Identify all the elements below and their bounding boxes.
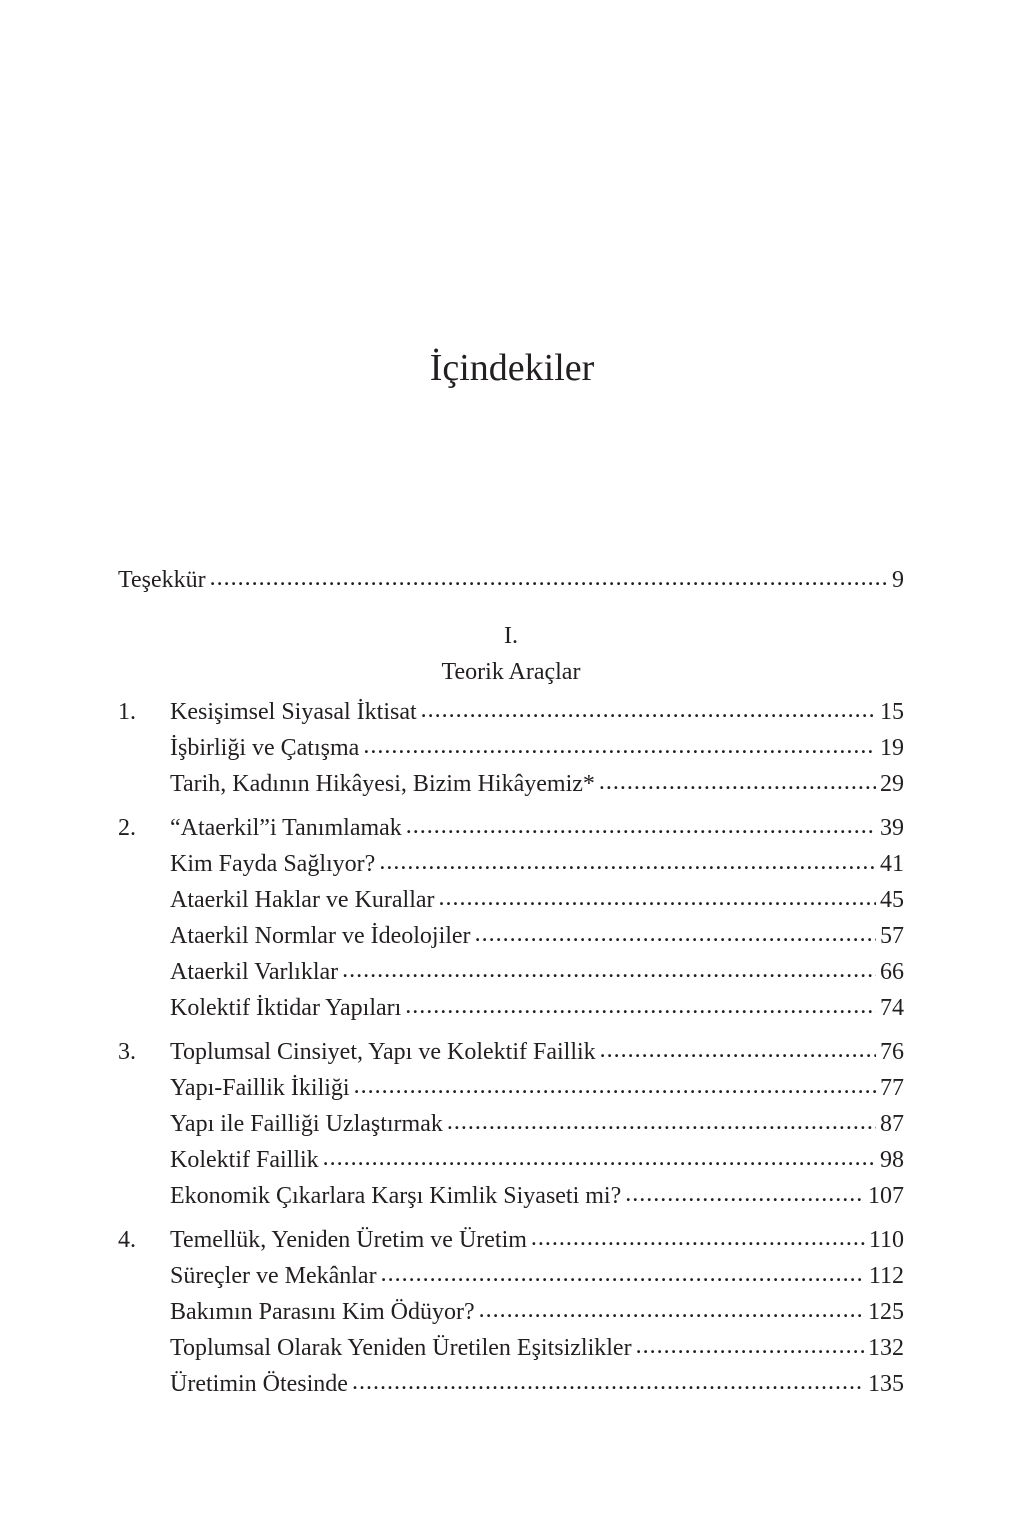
toc-entry-title: Üretimin Ötesinde (170, 1371, 348, 1397)
dot-leader (475, 916, 876, 952)
toc-entry-title: Temellük, Yeniden Üretim ve Üretim (170, 1227, 527, 1253)
dot-leader (342, 952, 876, 988)
toc-entry-title: Toplumsal Olarak Yeniden Üretilen Eşitsizlikler (170, 1335, 632, 1361)
toc-entry-page: 66 (880, 959, 904, 985)
toc-entry[interactable] (118, 1142, 904, 1178)
toc-entry-page: 135 (868, 1371, 904, 1397)
chapter-number: 1. (118, 699, 136, 725)
toc-entry-page: 112 (868, 1263, 904, 1289)
toc-entry-title: Kesişimsel Siyasal İktisat (170, 699, 417, 725)
toc-entry-page: 77 (880, 1075, 904, 1101)
toc-entry-title: İşbirliği ve Çatışma (170, 735, 360, 761)
dot-leader (363, 728, 876, 764)
dot-leader (406, 808, 876, 844)
part-title: Teorik Araçlar (441, 659, 581, 685)
toc-entry-title: Yapı-Faillik İkiliği (170, 1075, 350, 1101)
toc-entry[interactable] (118, 882, 904, 918)
toc-entry-title: Kolektif Faillik (170, 1147, 319, 1173)
toc-entry-title: “Ataerkil”i Tanımlamak (170, 815, 402, 841)
toc-entry-page: 29 (880, 771, 904, 797)
toc-entry-title: Kolektif İktidar Yapıları (170, 995, 402, 1021)
toc-entry-page: 107 (868, 1183, 904, 1209)
toc-entry[interactable] (118, 918, 904, 954)
toc-entry-title: Ekonomik Çıkarlara Karşı Kimlik Siyaseti mi? (170, 1183, 622, 1209)
toc-entry[interactable] (118, 1106, 904, 1142)
toc-entry-page: 41 (880, 851, 904, 877)
toc-entry-page: 39 (880, 815, 904, 841)
dot-leader (447, 1104, 876, 1140)
toc-entry-page: 57 (880, 923, 904, 949)
dot-leader (405, 988, 876, 1024)
chapter-number: 2. (118, 815, 136, 841)
dot-leader (625, 1176, 864, 1212)
toc-entry-page: 45 (880, 887, 904, 913)
toc-entry-title: Teşekkür (118, 567, 206, 593)
toc-entry[interactable] (118, 810, 904, 846)
toc-entry[interactable] (118, 1178, 904, 1214)
chapter-number: 3. (118, 1039, 136, 1065)
part-heading (118, 618, 904, 690)
toc-entry-page: 74 (880, 995, 904, 1021)
toc-entry[interactable] (118, 954, 904, 990)
table-of-contents (118, 562, 904, 1402)
toc-entry[interactable] (118, 1034, 904, 1070)
dot-leader (439, 880, 876, 916)
dot-leader (352, 1364, 864, 1400)
toc-entry-title: Ataerkil Varlıklar (170, 959, 339, 985)
toc-entry[interactable] (118, 1258, 904, 1294)
toc-entry-page: 19 (880, 735, 904, 761)
toc-entry-page: 125 (868, 1299, 904, 1325)
toc-entry[interactable] (118, 1222, 904, 1258)
dot-leader (354, 1068, 876, 1104)
toc-entry[interactable] (118, 766, 904, 802)
toc-entry[interactable] (118, 846, 904, 882)
toc-entry-title: Toplumsal Cinsiyet, Yapı ve Kolektif Faillik (170, 1039, 596, 1065)
toc-entry[interactable] (118, 990, 904, 1026)
toc-entry[interactable] (118, 1366, 904, 1402)
toc-entry-page: 87 (880, 1111, 904, 1137)
toc-entry[interactable] (118, 1070, 904, 1106)
dot-leader (531, 1220, 865, 1256)
page-title: İçindekiler (429, 347, 595, 389)
toc-entry-page: 15 (880, 699, 904, 725)
dot-leader (323, 1140, 876, 1176)
dot-leader (421, 692, 876, 728)
dot-leader (479, 1292, 864, 1328)
dot-leader (210, 560, 888, 596)
toc-entry[interactable] (118, 1294, 904, 1330)
toc-entry-front[interactable] (118, 562, 904, 598)
dot-leader (599, 764, 876, 800)
toc-entry-page: 9 (892, 567, 904, 593)
chapter-number: 4. (118, 1227, 136, 1253)
toc-entry-title: Süreçler ve Mekânlar (170, 1263, 377, 1289)
toc-entry-page: 132 (868, 1335, 904, 1361)
toc-entry-title: Ataerkil Haklar ve Kurallar (170, 887, 435, 913)
toc-entry-page: 98 (880, 1147, 904, 1173)
toc-entry-title: Yapı ile Failliği Uzlaştırmak (170, 1111, 443, 1137)
toc-entry-title: Kim Fayda Sağlıyor? (170, 851, 376, 877)
toc-entry[interactable] (118, 694, 904, 730)
toc-entry[interactable] (118, 1330, 904, 1366)
part-number: I. (504, 623, 518, 649)
toc-entry-title: Ataerkil Normlar ve İdeolojiler (170, 923, 471, 949)
dot-leader (600, 1032, 876, 1068)
toc-entry-title: Bakımın Parasını Kim Ödüyor? (170, 1299, 475, 1325)
dot-leader (636, 1328, 864, 1364)
dot-leader (381, 1256, 865, 1292)
toc-entry-page: 110 (868, 1227, 904, 1253)
toc-entry[interactable] (118, 730, 904, 766)
toc-entry-page: 76 (880, 1039, 904, 1065)
toc-entry-title: Tarih, Kadının Hikâyesi, Bizim Hikâyemiz* (170, 771, 595, 797)
dot-leader (379, 844, 876, 880)
